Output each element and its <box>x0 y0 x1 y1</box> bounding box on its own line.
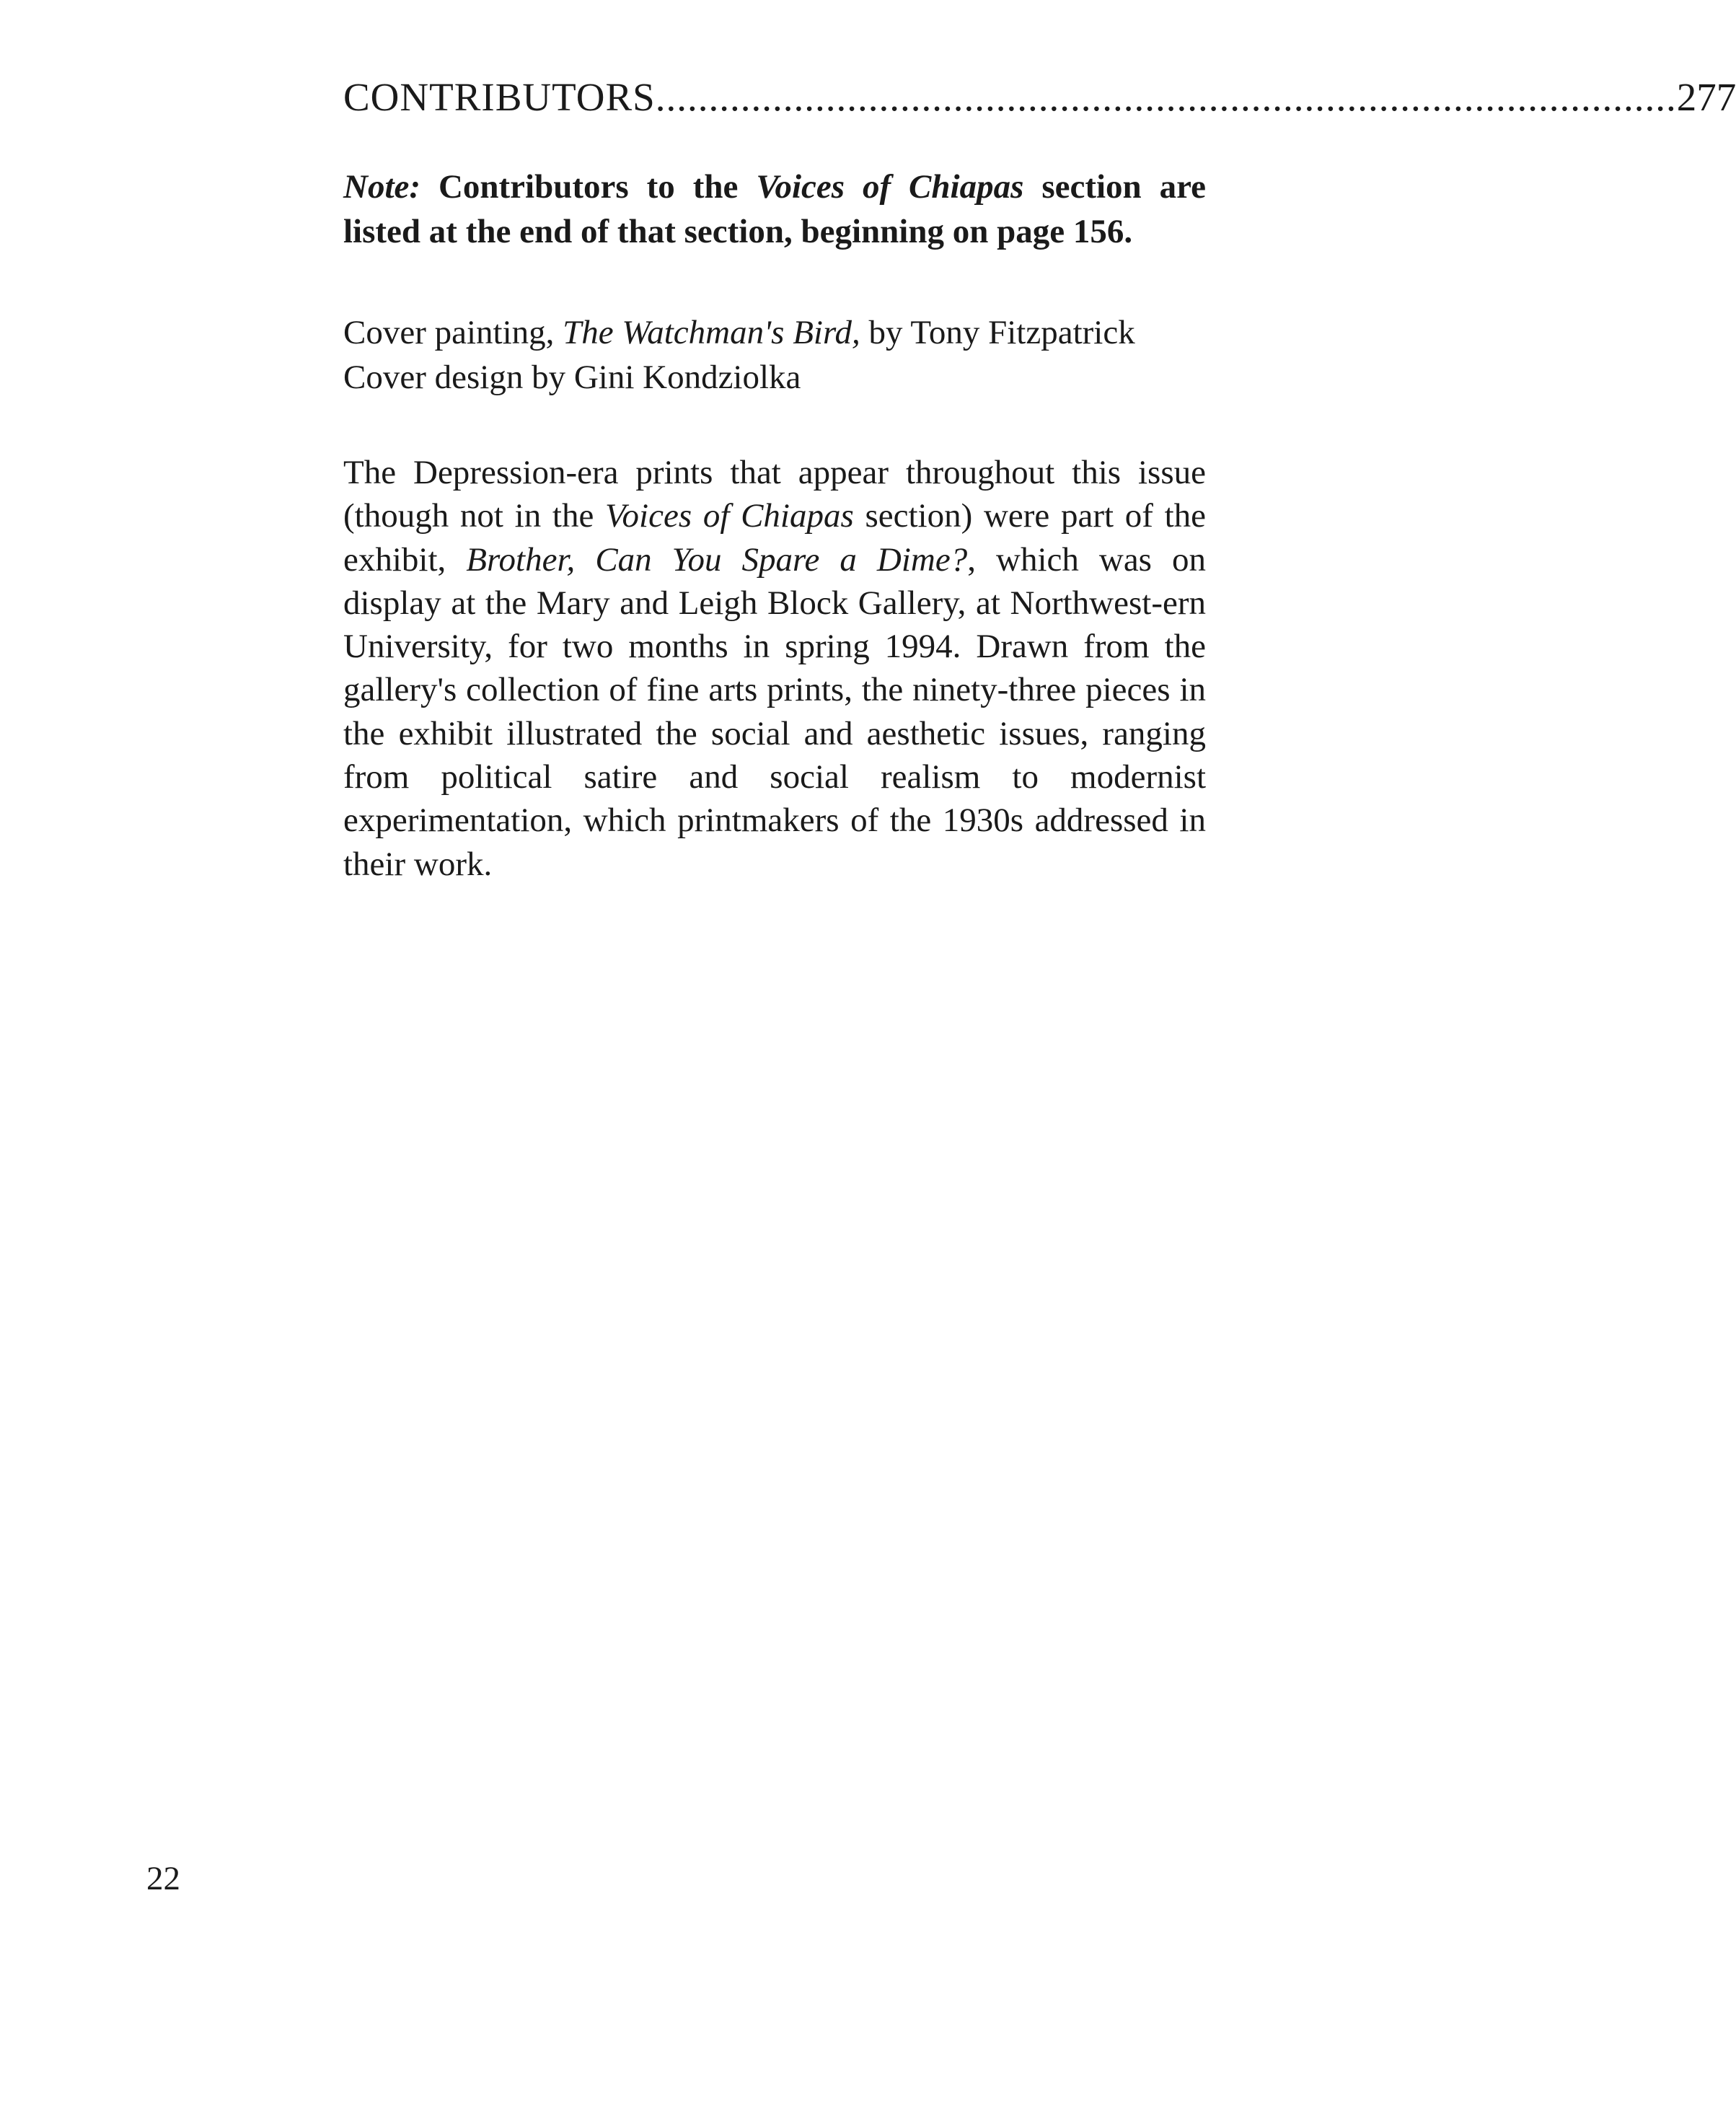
toc-entry-label: CONTRIBUTORS <box>343 75 656 119</box>
cover-credits <box>343 310 1206 400</box>
cover-painting-artist: by Tony Fitzpatrick <box>860 314 1135 351</box>
cover-design-credit: Cover design by Gini Kondziolka <box>343 359 801 396</box>
contributors-note <box>343 164 1206 254</box>
description-part-3: , which was on display at the Mary and Leigh Block Gallery, at Northwest-ern University, for two months in spring 1994. Drawn from the gallery's collection of fine arts prints, the ninety-three pieces in the exhibit illustrated the social and aesthetic issues, ranging from political satire and social realism to modernist experimentation, which printmakers of the 1930s addressed in their work. <box>343 540 1206 883</box>
description-italic-1: Voices of Chiapas <box>605 497 854 535</box>
prints-description <box>343 451 1206 886</box>
toc-entry-page-number: 277 <box>1676 75 1736 119</box>
toc-entry <box>343 72 1736 123</box>
cover-painting-credit <box>343 310 1206 355</box>
page-number: 22 <box>146 1860 180 1897</box>
note-label: Note: <box>343 168 421 206</box>
description-part-1: The Depression-era prints that appear throughout this issue (though not in the <box>343 454 1206 535</box>
note-text-part-1: Contributors to the <box>420 168 757 206</box>
note-text-part-2: section are listed at the end of that section, beginning on page 156. <box>343 168 1206 250</box>
toc-leader-dots: ................................................................................................ <box>655 75 1677 119</box>
description-part-2: section) were part of the exhibit, <box>343 497 1207 579</box>
cover-painting-title: The Watchman's Bird, <box>563 314 860 351</box>
note-italic-title: Voices of Chiapas <box>756 168 1024 206</box>
description-italic-2: Brother, Can You Spare a Dime? <box>466 540 968 579</box>
cover-painting-prefix: Cover painting, <box>343 314 563 351</box>
